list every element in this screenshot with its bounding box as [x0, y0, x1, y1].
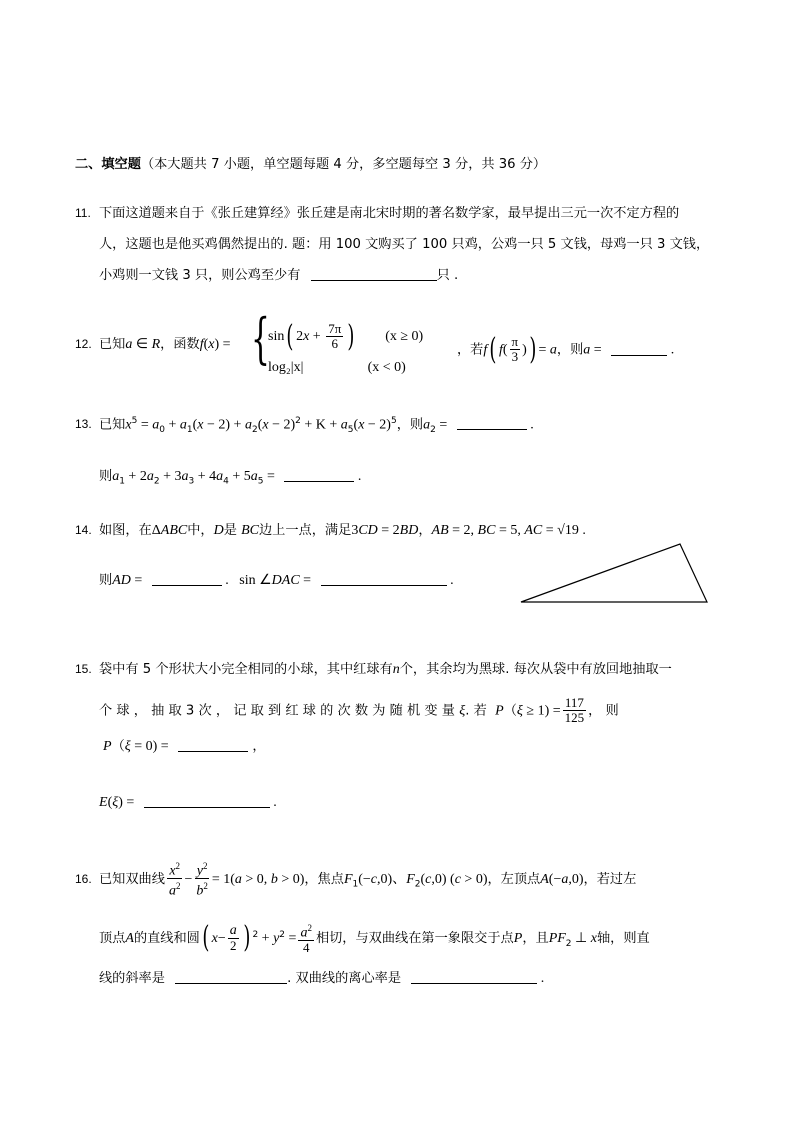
q12-text-then: ，则	[556, 342, 584, 358]
q14-prefix: 如图，在	[99, 523, 152, 538]
q14-sin-label: sin	[239, 573, 256, 588]
q15-text-1-end: 个，其余均为黑球. 每次从袋中有放回地抽取一	[399, 662, 672, 677]
question-number: 12.	[75, 337, 92, 351]
q16-line2: 顶点A的直线和圆( x− $\frac{a}{2}$ ) $^2 + y^2$ = $\frac{a^2}{4}$ 相切，与双曲线在第一象限交于点P，且$PF_2$ ⊥ x轴，则直	[99, 920, 650, 956]
q16-text-2d: ，且	[522, 931, 549, 947]
fraction-pi-3: $\frac{\pi}{3}$	[511, 334, 519, 364]
q12-text-func: ，函数	[160, 337, 200, 352]
q11-line2	[99, 236, 709, 254]
section-note: （本大题共 7 小题，单空题每题 4 分，多空题每空 3 分，共 36 分）	[140, 157, 547, 172]
q15-line1: 15. 袋中有 5 个形状大小完全相同的小球，其中红球有n个，其余均为黑球. 每次从袋中有放回地抽取一	[75, 662, 672, 677]
q11-text-3-end: 只 .	[436, 268, 459, 283]
q15-text-2-end: ， 则	[588, 703, 619, 719]
triangle-figure	[515, 540, 715, 608]
fraction-7pi-6: $\frac{7\pi}{6}$	[328, 321, 342, 351]
q16-text-2e: 轴，则直	[596, 931, 650, 947]
answer-blank[interactable]	[175, 969, 287, 984]
fraction-a-2: $\frac{a}{2}$	[229, 923, 237, 954]
answer-blank[interactable]	[311, 266, 437, 281]
fraction-x2-a2: $\frac{x^2}{a^2}$	[168, 861, 181, 899]
question-number: 14.	[75, 523, 92, 537]
fraction-y2-b2: $\frac{y^2}{b^2}$	[196, 861, 208, 899]
q15-line3: P（ξ = 0) = ，	[103, 739, 266, 754]
q12-case1-condition: (x ≥ 0)	[385, 329, 424, 344]
q12-case2-condition: (x < 0)	[367, 360, 406, 375]
answer-blank[interactable]	[284, 467, 354, 482]
q11-text-3: 小鸡则一文钱 3 只，则公鸡至少有	[99, 268, 301, 283]
q12-case1: sin( 2x + $\frac{7\pi}{6}$ ) (x ≥ 0)	[268, 318, 424, 354]
q16-line1: 16. 已知双曲线 $\frac{x^2}{a^2}$ − $\frac{y^2}{b^2}$ = 1(a > 0, b > 0)，焦点$F_1(-c,0)$、$F_2(c,0) (c > 0)$，左顶点A(−a,0)，若过左	[75, 861, 637, 899]
q15-text-2: 个 球 ， 抽 取 3 次 ， 记 取 到 红 球 的 次 数 为 随 机 变 量	[99, 703, 455, 719]
q14-text-mid1: 中，	[187, 523, 214, 538]
q12-condition: ，若f( f( $\frac{\pi}{3}$ )) = a，则a = .	[457, 331, 675, 367]
q16-prefix: 已知双曲线	[99, 871, 165, 887]
answer-blank[interactable]	[144, 793, 270, 808]
q15-text-1: 袋中有 5 个形状大小完全相同的小球，其中红球有	[99, 662, 393, 677]
q12-text-if: ，若	[457, 342, 484, 358]
answer-blank[interactable]	[152, 571, 222, 586]
answer-blank[interactable]	[457, 415, 527, 430]
q14-text-mid2: 边上一点，满足	[259, 523, 352, 538]
question-number: 15.	[75, 662, 92, 676]
q11-line3	[99, 266, 458, 285]
section-title: 二、填空题	[75, 157, 141, 172]
q15-line4: E(ξ) = .	[99, 795, 277, 810]
q16-text-if: ，若过左	[583, 871, 637, 887]
q11-text-2: 人，这题也是他买鸡偶然提出的. 题：用 100 文购买了 100 只鸡，公鸡一只 5 文钱，母鸡一只 3 文钱，	[99, 237, 710, 252]
answer-blank[interactable]	[411, 969, 537, 984]
q15-text-2-mid: . 若	[465, 703, 487, 719]
answer-blank[interactable]	[611, 341, 667, 356]
q11-text-1: 下面这道题来自于《张丘建算经》张丘建是南北宋时期的著名数学家，最早提出三元一次不定方程的	[99, 206, 680, 221]
q11-line1	[75, 204, 679, 223]
fraction-117-125: $\frac{117}{125}$	[564, 695, 585, 725]
question-number: 11.	[75, 206, 91, 220]
q12-line: 12. 已知a ∈ R，函数f(x) =	[75, 337, 231, 352]
q14-line2: 则AD = . sin ∠DAC = .	[99, 573, 454, 588]
q13-text-then: ，则	[396, 417, 424, 433]
answer-blank[interactable]	[178, 737, 248, 752]
q12-case2	[268, 359, 406, 377]
q15-line2: 个 球 ， 抽 取 3 次 ， 记 取 到 红 球 的 次 数 为 随 机 变 量 ξ. 若 P（ξ ≥ 1) = $\frac{117}{125}$ ， 则	[99, 695, 619, 725]
q16-text-focus: ，焦点	[304, 871, 344, 887]
section-heading	[75, 156, 546, 174]
q13-line1: 13. 已知$x^5 = a_0 + a_1(x - 2) + a_2(x - 2)^2 + K + a_5(x - 2)^5$，则$a_2$ = .	[75, 416, 534, 436]
q14-line1: 14. 如图，在ΔABC中，D是 BC边上一点，满足3CD = 2BD，AB = 2, BC = 5, AC = √19 .	[75, 523, 586, 538]
q16-text-2a: 顶点	[99, 931, 126, 947]
q12-prefix: 已知	[99, 337, 126, 352]
fraction-a2-4: $\frac{a^2}{4}$	[300, 923, 312, 956]
q13-line2: 则$a_1 + 2a_2 + 3a_3 + 4a_4 + 5a_5$ = .	[99, 469, 362, 487]
answer-blank[interactable]	[321, 571, 447, 586]
q13-line2-prefix: 则	[99, 469, 113, 484]
question-number: 13.	[75, 417, 92, 432]
q16-text-2b: 的直线和圆	[133, 931, 200, 947]
piecewise-brace: {	[251, 307, 270, 370]
q13-prefix: 已知	[99, 417, 126, 433]
question-number: 16.	[75, 871, 92, 886]
q12-case2-expr: log₂|x|	[268, 360, 304, 375]
q16-text-vertex: ，左顶点	[487, 871, 541, 887]
q16-text-3a: 线的斜率是	[99, 971, 165, 986]
q16-text-3b: . 双曲线的离心率是	[287, 971, 402, 986]
q14-line2-prefix: 则	[99, 573, 113, 588]
q16-text-2c: 相切，与双曲线在第一象限交于点	[315, 931, 514, 947]
triangle-shape	[521, 544, 707, 602]
q16-line3: 线的斜率是 . 双曲线的离心率是 .	[99, 971, 545, 986]
